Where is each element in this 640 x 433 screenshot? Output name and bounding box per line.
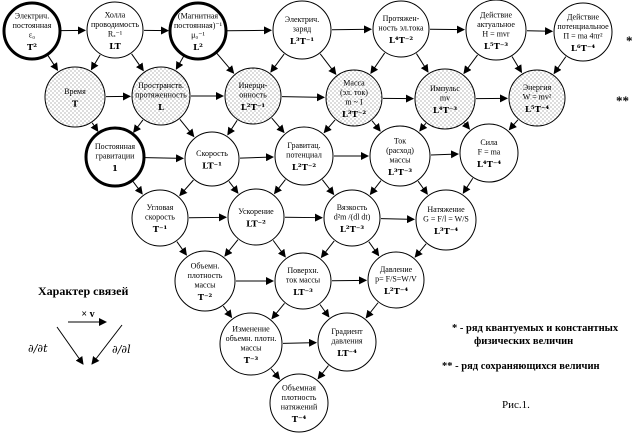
- node-label-line: m ~ I: [345, 97, 363, 107]
- relation-arrow-n51-n61: [223, 306, 231, 317]
- node-label-line: онность: [239, 90, 267, 100]
- relation-arrow-n24-n34: [372, 121, 380, 131]
- relation-arrow-n23-n33: [272, 118, 284, 132]
- node-label-line: объемн. плотн.: [225, 333, 277, 343]
- relation-arrow-n42-n51: [225, 240, 238, 256]
- quantity-node-n12: [87, 2, 143, 58]
- node-dimension: L³T⁻⁴: [433, 227, 459, 237]
- node-dimension: L⁴T⁻³: [432, 106, 458, 116]
- node-label-line: скорость: [145, 212, 175, 222]
- node-label-line: Пространств.: [138, 81, 184, 90]
- relation-arrow-n32-n33: [240, 157, 273, 158]
- node-dimension: T²: [26, 42, 38, 53]
- quantity-node-n15: [373, 1, 429, 57]
- node-label-line: ток массы: [285, 275, 321, 285]
- relation-arrow-n12-n22: [132, 54, 144, 71]
- node-label-line: Вязкость: [336, 203, 368, 212]
- node-label-line: (Магнитная: [177, 11, 219, 21]
- relation-arrow-n41-n51: [177, 242, 187, 255]
- node-label-line: потенциал: [286, 150, 322, 160]
- node-dimension: LT⁻¹: [202, 161, 222, 172]
- node-label-line: П = ma 4πr²: [563, 31, 603, 41]
- node-label-line: постоянная)⁻¹: [173, 20, 223, 30]
- quantity-node-n13: [170, 3, 226, 59]
- node-label-line: Ток: [393, 136, 407, 146]
- node-dimension: T: [71, 99, 79, 110]
- node-label-line: W = mv²: [522, 92, 552, 102]
- node-label-line: Электрич.: [14, 11, 50, 21]
- quantity-node-n62: [318, 313, 376, 371]
- node-label-line: плотность: [187, 270, 223, 280]
- quantity-node-n25: [415, 69, 475, 129]
- legend-ddt-label: ∂/∂t: [28, 342, 48, 355]
- legend-ddl-label: ∂/∂l: [112, 343, 131, 356]
- quantity-node-n71: [270, 374, 328, 432]
- node-label-line: протяженность: [135, 90, 187, 100]
- quantity-node-n26: [509, 70, 565, 126]
- node-dimension: T⁻³: [243, 355, 259, 366]
- node-dimension: L²T⁻⁴: [383, 287, 409, 297]
- node-label-line: μ₀⁻¹: [191, 30, 205, 40]
- relation-arrow-n23-n32: [228, 120, 237, 134]
- node-label-line: (эл. ток): [340, 87, 368, 97]
- quantity-node-n51: [175, 251, 235, 311]
- node-label-line: Энергия: [522, 83, 552, 92]
- node-label-line: Давление: [379, 265, 413, 274]
- relation-arrow-n13-n23: [217, 53, 234, 73]
- node-label-line: постоянная: [12, 20, 52, 30]
- relation-arrow-n22-n31: [134, 120, 143, 132]
- relation-arrow-n62-n71: [318, 366, 328, 379]
- node-label-line: гравитации: [95, 151, 135, 161]
- node-label-line: ε₀: [28, 30, 36, 40]
- relation-arrow-n14-n24: [320, 54, 336, 74]
- relation-arrow-n25-n34: [420, 123, 426, 131]
- relation-arrow-n43-n44: [381, 219, 414, 220]
- relation-arrow-n61-n62: [283, 343, 316, 344]
- node-label-line: Изменение: [232, 324, 270, 334]
- node-label-line: Действие: [479, 10, 513, 20]
- quantity-node-n17: [554, 3, 612, 61]
- quantity-node-n43: [324, 190, 380, 246]
- node-label-line: массы: [240, 343, 262, 353]
- node-label-line: проводимость: [90, 19, 140, 29]
- quantity-node-n16: [466, 0, 526, 60]
- footnote-quantized-line1: * - ряд квантуемых и константных: [452, 323, 619, 334]
- legend-character-of-links: [28, 284, 131, 364]
- relation-arrow-n21-n31: [92, 123, 98, 131]
- quantity-node-n32: [185, 132, 239, 186]
- relation-arrow-n15-n24: [371, 53, 385, 73]
- node-dimension: 1: [112, 164, 118, 174]
- relation-arrow-n43-n52: [321, 241, 334, 257]
- quantity-node-n52: [275, 253, 331, 309]
- node-circle: [185, 132, 239, 186]
- relation-arrow-n33-n43: [322, 180, 333, 195]
- node-dimension: T⁻¹: [152, 225, 168, 235]
- figure-caption: Рис.1.: [502, 399, 530, 411]
- node-dimension: L⁵T⁻⁴: [524, 105, 550, 115]
- quantity-node-n41: [132, 190, 188, 246]
- relation-arrow-n42-n52: [273, 240, 285, 256]
- node-dimension: L⁶T⁻⁴: [570, 43, 596, 54]
- footnote-quantized-line2: физических величин: [474, 336, 574, 347]
- relation-arrow-n61-n71: [271, 369, 279, 379]
- relation-arrow-n16-n26: [512, 57, 522, 73]
- node-label-line: давления: [331, 336, 363, 346]
- relation-arrow-n12-n21: [91, 55, 100, 70]
- quantity-node-n61: [220, 313, 282, 375]
- node-circle: [228, 189, 284, 245]
- quantity-node-n22: [132, 67, 190, 125]
- node-label-line: Ускорение: [238, 206, 274, 216]
- footnotes: [442, 323, 619, 372]
- relation-arrow-n17-n26: [554, 57, 566, 74]
- node-label-line: ность эл.тока: [378, 23, 424, 33]
- node-label-line: заряд: [292, 24, 312, 34]
- node-dimension: LT⁻²: [246, 219, 266, 230]
- relation-arrow-n23-n24: [282, 97, 324, 98]
- relation-arrow-n22-n32: [180, 119, 194, 136]
- node-label-line: натяжений: [280, 402, 318, 412]
- relation-arrow-n34-n35: [431, 154, 458, 155]
- node-label-line: Импульс: [430, 84, 460, 93]
- quantized-row-marker: *: [626, 33, 633, 48]
- relation-arrow-n53-n62: [366, 303, 378, 318]
- relation-arrow-n31-n41: [133, 181, 142, 194]
- node-label-line: плотность: [281, 392, 317, 402]
- relation-arrow-n52-n61: [272, 303, 285, 318]
- quantity-node-n21: [45, 67, 105, 127]
- quantity-node-n42: [228, 189, 284, 245]
- node-dimension: L⁴T⁻⁴: [476, 160, 502, 170]
- node-label-line: потенциальное: [557, 21, 609, 31]
- node-label-line: H = mvr: [482, 29, 510, 39]
- quantity-node-n33: [275, 127, 333, 185]
- relation-arrow-n15-n25: [416, 54, 428, 72]
- node-dimension: T⁻⁴: [291, 414, 307, 425]
- node-label-line: F = ma: [477, 147, 501, 157]
- relation-arrow-n35-n44: [463, 178, 473, 193]
- quantity-node-n44: [416, 190, 476, 250]
- quantity-node-n14: [273, 1, 331, 59]
- node-label-line: Поверхн.: [287, 266, 319, 275]
- quantity-node-n53: [368, 252, 424, 308]
- relation-arrow-n34-n43: [370, 181, 381, 195]
- quantity-node-n31: [86, 128, 144, 186]
- relation-arrow-n31-n32: [145, 158, 183, 159]
- quantity-node-n24: [326, 70, 382, 126]
- relation-arrow-n32-n41: [180, 180, 194, 195]
- node-label-line: массы: [389, 155, 411, 165]
- node-label-line: mv: [439, 93, 451, 103]
- node-label-line: (расход): [386, 145, 414, 155]
- node-label-line: G = F/l = W/S: [423, 214, 469, 224]
- relation-arrow-n43-n53: [369, 242, 379, 256]
- node-label-line: Инерци-: [238, 81, 268, 90]
- node-label-line: Скорость: [196, 148, 228, 158]
- node-label-line: актуальное: [477, 19, 515, 29]
- relation-arrow-n25-n35: [465, 123, 470, 129]
- node-dimension: L³T⁻²: [341, 109, 367, 120]
- node-label-line: Градиент: [331, 327, 363, 336]
- node-label-line: Холла: [104, 10, 126, 20]
- node-dimension: L³T⁻³: [387, 167, 413, 178]
- node-dimension: L⁴T⁻²: [388, 36, 414, 46]
- legend-title: Характер связей: [38, 284, 129, 298]
- node-label-line: Масса: [343, 78, 365, 88]
- node-label-line: Объемная: [282, 383, 316, 393]
- node-dimension: L²: [193, 42, 203, 53]
- node-dimension: T⁻²: [197, 292, 213, 303]
- relation-arrow-n32-n42: [229, 181, 238, 193]
- node-dimension: L⁵T⁻³: [483, 41, 509, 52]
- relation-arrow-n34-n44: [418, 181, 427, 194]
- footnote-conserved: ** - ряд сохраняющихся величин: [442, 361, 600, 372]
- node-dimension: L: [158, 103, 164, 113]
- node-label-line: массы: [194, 280, 216, 290]
- quantity-node-n35: [460, 124, 518, 182]
- node-label-line: Объемн.: [190, 261, 220, 271]
- relation-arrow-n44-n53: [415, 244, 426, 257]
- quantity-node-n23: [225, 68, 281, 124]
- node-dimension: LT⁻⁴: [337, 349, 357, 359]
- node-label-line: Угловая: [146, 203, 174, 212]
- node-dimension: L³T⁻¹: [289, 37, 315, 47]
- node-label-line: Натяжение: [427, 205, 465, 214]
- quantity-node-n11: [4, 3, 60, 59]
- legend-ddt-arrow: [57, 327, 83, 364]
- node-label-line: Электрич.: [284, 15, 320, 24]
- node-label-line: p= F/S=W/V: [375, 274, 417, 284]
- node-label-line: Сила: [480, 138, 498, 147]
- node-dimension: L²T⁻²: [291, 163, 317, 173]
- relation-arrow-n26-n35: [509, 120, 518, 130]
- node-dimension: L²T⁻³: [339, 225, 365, 235]
- node-dimension: LT: [109, 41, 121, 52]
- conserved-node-circle: [45, 67, 105, 127]
- node-label-line: Постоянная: [94, 142, 136, 151]
- node-dimension: LT⁻³: [293, 288, 313, 298]
- relation-arrow-n16-n17: [527, 31, 552, 32]
- legend-times-v-label: × v: [81, 309, 95, 320]
- quantity-node-n34: [370, 126, 430, 186]
- relation-arrow-n33-n42: [275, 180, 286, 194]
- conserved-row-marker: **: [616, 93, 629, 108]
- node-label-line: Время: [64, 86, 86, 96]
- node-label-line: d²m /(dl dt): [333, 212, 371, 222]
- node-label-line: Протяжен-: [382, 14, 420, 23]
- relation-arrow-n14-n23: [271, 54, 284, 72]
- relation-arrow-n24-n33: [324, 120, 335, 133]
- node-dimension: L²T⁻¹: [240, 103, 266, 113]
- node-label-line: Rₓ⁻¹: [107, 29, 123, 39]
- relation-arrow-n52-n62: [320, 305, 329, 317]
- node-label-line: Действие: [566, 12, 600, 22]
- relation-arrow-n13-n22: [176, 56, 183, 69]
- relation-arrow-n16-n25: [464, 55, 478, 73]
- node-label-line: Гравитац.: [287, 141, 321, 150]
- relation-arrow-n11-n21: [48, 55, 58, 70]
